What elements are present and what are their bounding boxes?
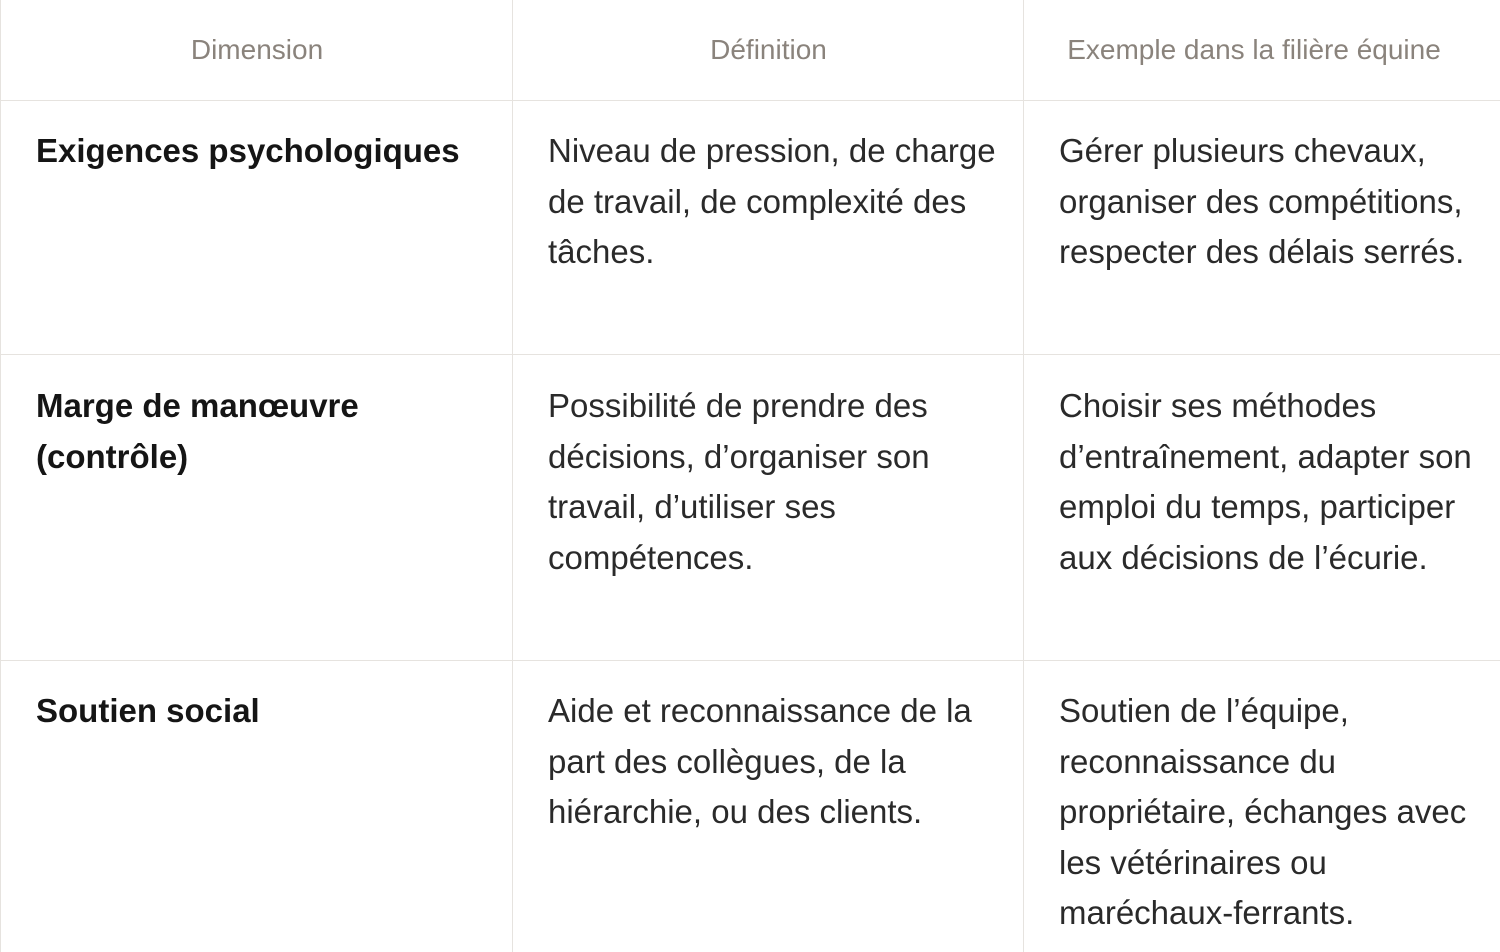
row-3-definition: Aide et reconnaissance de la part des collègues, de la hiérarchie, ou des clients. (548, 692, 972, 830)
column-header-dimension: Dimension (190, 34, 324, 65)
row-3-example: Soutien de l’équipe, reconnaissance du propriétaire, échanges avec les vétérinaires ou maréchaux-ferrants. (1059, 692, 1467, 931)
row-2-dimension: Marge de manœuvre (contrôle) (36, 387, 359, 475)
row-2-definition: Possibilité de prendre des décisions, d’organiser son travail, d’utiliser ses compétences. (548, 387, 930, 576)
column-header-example: Exemple dans la filière équine (1067, 34, 1441, 65)
row-3-dimension: Soutien social (36, 692, 260, 729)
row-2-example: Choisir ses méthodes d’entraînement, adapter son emploi du temps, participer aux décisions de l’écurie. (1059, 387, 1472, 576)
column-header-definition: Définition (710, 34, 827, 65)
row-divider (1, 660, 1500, 661)
row-divider (1, 100, 1500, 101)
column-divider (1023, 0, 1024, 952)
row-divider (1, 354, 1500, 355)
row-1-dimension: Exigences psychologiques (36, 132, 460, 169)
row-1-example: Gérer plusieurs chevaux, organiser des compétitions, respecter des délais serrés. (1059, 132, 1465, 270)
column-divider (512, 0, 513, 952)
row-1-definition: Niveau de pression, de charge de travail, de complexité des tâches. (548, 132, 996, 270)
